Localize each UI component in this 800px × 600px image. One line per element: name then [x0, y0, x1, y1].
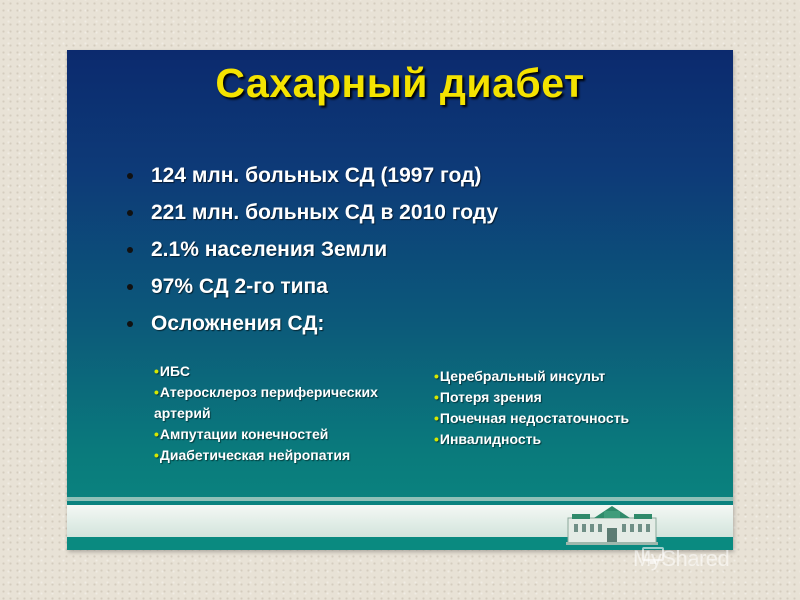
- bullet-dot-icon: [127, 247, 133, 253]
- complications-left-list: [154, 361, 414, 466]
- complication-item: • Почечная недостаточность: [434, 408, 694, 429]
- bullet-text: Осложнения СД:: [151, 312, 325, 335]
- slide-title: Сахарный диабет: [215, 60, 585, 106]
- complication-item: • ИБС: [154, 361, 414, 382]
- watermark-text: MyShared: [633, 546, 730, 571]
- building-icon: [564, 502, 660, 546]
- bullet-text: 97% СД 2-го типа: [151, 275, 328, 298]
- complication-item: • Потеря зрения: [434, 387, 694, 408]
- footer-stripe: [67, 497, 733, 501]
- complication-item: • Инвалидность: [434, 429, 694, 450]
- complication-item: • Диабетическая нейропатия: [154, 445, 414, 466]
- bullet-dot-icon: [127, 284, 133, 290]
- bullet-text: 124 млн. больных СД (1997 год): [151, 164, 482, 187]
- bullet-dot-icon: [127, 321, 133, 327]
- complication-item: • Церебральный инсульт: [434, 366, 694, 387]
- bullet-text: 2.1% населения Земли: [151, 238, 388, 261]
- complication-item: • Атеросклероз периферических артерий: [154, 382, 414, 424]
- bullet-dot-icon: [127, 210, 133, 216]
- complications-right-list: [434, 366, 694, 450]
- complication-item: • Ампутации конечностей: [154, 424, 414, 445]
- bullet-dot-icon: [127, 173, 133, 179]
- bullet-text: 221 млн. больных СД в 2010 году: [151, 201, 499, 224]
- slide: [67, 50, 733, 571]
